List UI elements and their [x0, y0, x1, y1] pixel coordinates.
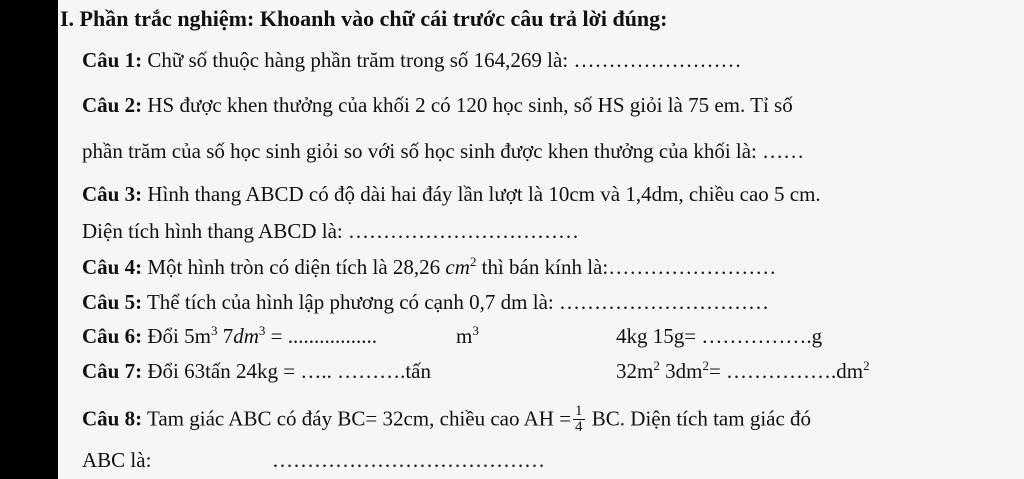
- q6-left: [82, 323, 377, 349]
- q3-text-line-2: Diện tích hình thang ABCD là:: [82, 219, 348, 243]
- q6-mid-text: 7: [217, 324, 234, 348]
- q4-text: Một hình tròn có diện tích là 28,26: [142, 255, 446, 279]
- q5-answer-blank: …………………………: [559, 290, 770, 314]
- q3-text-line-1: Hình thang ABCD có độ dài hai đáy lần lượt là 10cm và 1,4dm, chiều cao 5 cm.: [142, 182, 821, 206]
- question-6: [82, 323, 1022, 351]
- q3-answer-blank: ……………………………: [347, 219, 579, 243]
- q7-right-exponent-2: 2: [702, 358, 709, 373]
- q6-result-unit-group: [456, 323, 479, 349]
- q7-right-pre: 32m: [616, 359, 654, 383]
- question-3-line-1: [82, 181, 821, 207]
- q6-exponent-2: 3: [258, 323, 266, 338]
- q2-label: Câu 2:: [82, 93, 143, 117]
- question-8-line-1: [82, 405, 811, 436]
- q7-right-exponent-1: 2: [653, 358, 660, 373]
- question-7: [82, 358, 1022, 386]
- q7-label: Câu 7:: [82, 359, 143, 383]
- q6-exponent-1: 3: [210, 323, 218, 338]
- section-title: I. Phần trắc nghiệm:: [60, 6, 255, 31]
- q2-text-line-2: phần trăm của số học sinh giỏi so với số học sinh được khen thưởng của khối là: ……: [82, 139, 805, 163]
- q8-label: Câu 8:: [82, 406, 143, 431]
- question-1: [82, 47, 741, 73]
- q8-line-2-text: ABC là:: [82, 448, 152, 472]
- q6-right-text: 4kg 15g= …………….g: [616, 324, 823, 348]
- q5-text: Thể tích của hình lập phương có cạnh 0,7 dm là:: [142, 290, 560, 314]
- q7-left-text: Đổi 63tấn 24kg = ….. ……….tấn: [142, 359, 431, 383]
- q4-answer-blank: ……………………: [608, 255, 777, 279]
- q1-label: Câu 1:: [82, 48, 143, 72]
- q3-label: Câu 3:: [82, 182, 143, 206]
- q4-text-after: thì bán kính là:: [476, 255, 609, 279]
- q6-unit-dm: dm: [233, 324, 259, 348]
- q7-right: [616, 358, 870, 384]
- worksheet-page: [58, 0, 1024, 479]
- q4-unit: cm: [445, 255, 470, 279]
- question-3-line-2: [82, 218, 579, 244]
- question-2-line-2: [82, 138, 804, 164]
- q1-text: Chữ số thuộc hàng phần trăm trong số 164,269 là:: [142, 48, 574, 72]
- q6-convert-text: Đổi 5m: [142, 324, 211, 348]
- q7-right-post: = …………….dm: [708, 359, 864, 383]
- q8-answer-blank: …………………………………: [272, 448, 545, 472]
- q6-result-unit: m: [456, 324, 473, 348]
- q8-fraction-denominator: 4: [575, 419, 583, 435]
- q7-right-exponent-3: 2: [863, 358, 870, 373]
- section-instruction: Khoanh vào chữ cái trước câu trả lời đúng:: [254, 6, 668, 31]
- q7-left: [82, 358, 431, 384]
- section-heading: [60, 6, 668, 32]
- question-8-line-2: [82, 447, 1022, 475]
- q2-text-line-1: HS được khen thưởng của khối 2 có 120 học sinh, số HS giỏi là 75 em. Tỉ số: [142, 93, 793, 117]
- q1-answer-blank: ……………………: [573, 48, 742, 72]
- q4-unit-exponent: 2: [469, 254, 477, 269]
- question-4: [82, 254, 776, 280]
- q8-fraction-numerator: 1: [575, 403, 583, 419]
- question-2-line-1: [82, 92, 793, 118]
- q8-fraction: [573, 404, 585, 435]
- q4-label: Câu 4:: [82, 255, 143, 279]
- question-5: [82, 289, 769, 315]
- q6-label: Câu 6:: [82, 324, 143, 348]
- q5-label: Câu 5:: [82, 290, 143, 314]
- q6-answer-blank: = .................: [265, 324, 377, 348]
- q8-text-post: BC. Diện tích tam giác đó: [586, 406, 812, 431]
- q7-right-mid: 3dm: [659, 359, 703, 383]
- q8-text-pre: Tam giác ABC có đáy BC= 32cm, chiều cao AH =: [142, 406, 572, 431]
- q6-result-unit-exponent: 3: [472, 323, 479, 338]
